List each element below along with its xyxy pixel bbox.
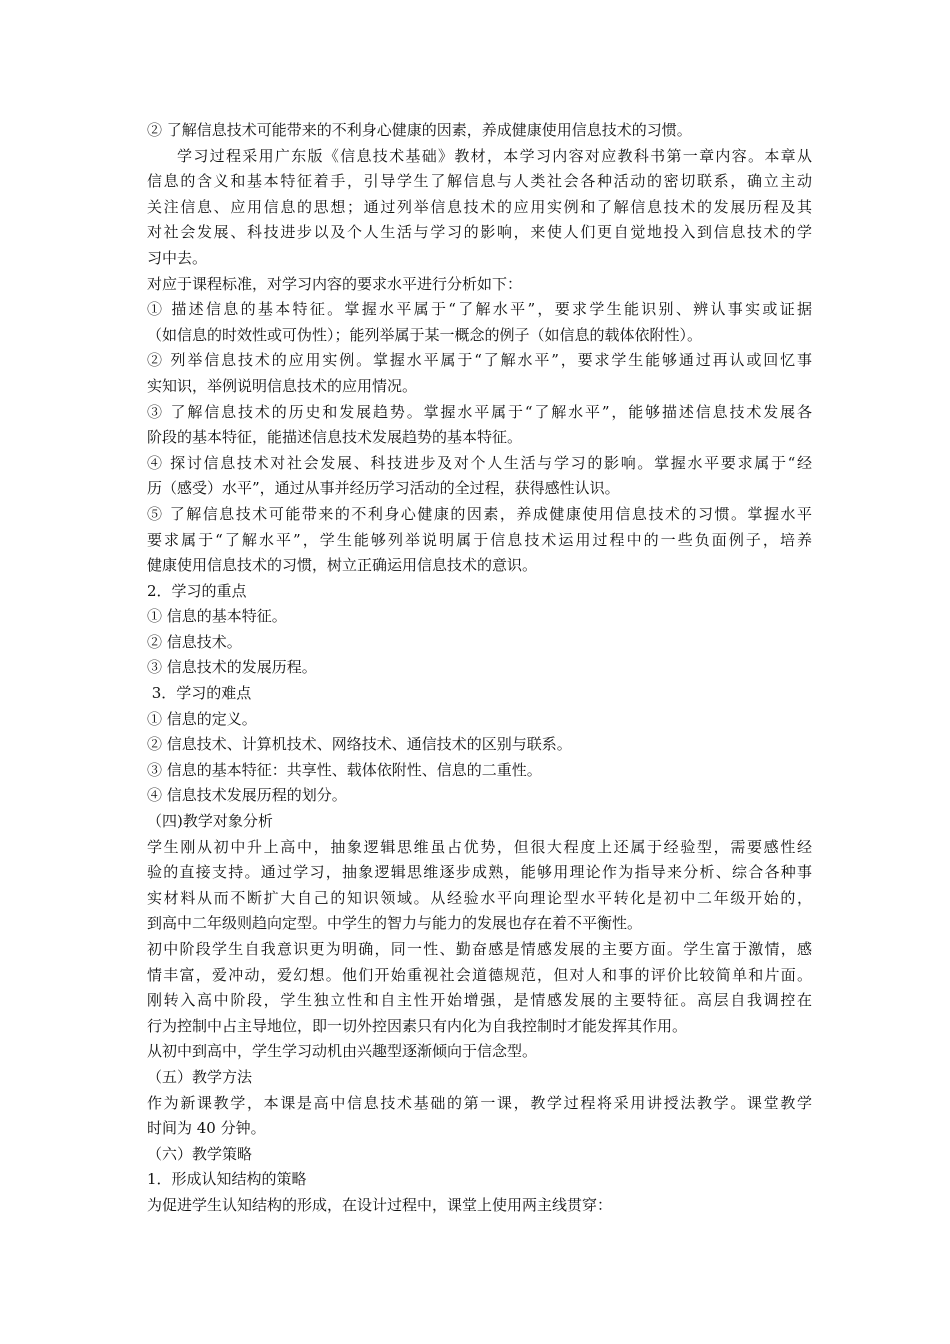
paragraph-line: 为促进学生认知结构的形成，在设计过程中，课堂上使用两主线贯穿： xyxy=(147,1195,613,1214)
paragraph-line: 对社会发展、科技进步以及个人生活与学习的影响，来使人们更自觉地投入到信息技术的学 xyxy=(147,223,812,242)
list-item-line: 要求属于“了解水平”，学生能够列举说明属于信息技术运用过程中的一些负面例子，培养 xyxy=(147,530,812,549)
list-item-line: ① 描述信息的基本特征。掌握水平属于“了解水平”，要求学生能识别、辨认事实或证据 xyxy=(147,300,812,319)
section-heading: 3．学习的难点 xyxy=(147,684,252,703)
paragraph-line: 初中阶段学生自我意识更为明确，同一性、勤奋感是情感发展的主要方面。学生富于激情，感 xyxy=(147,940,812,958)
document-page xyxy=(147,118,812,1219)
list-item-line: ③ 信息技术的发展历程。 xyxy=(147,658,317,677)
list-item-line: 实知识，举例说明信息技术的应用情况。 xyxy=(147,376,418,395)
list-item-line: ① 信息的基本特征。 xyxy=(147,607,287,626)
list-item-line: ③ 信息的基本特征：共享性、载体依附性、信息的二重性。 xyxy=(147,760,542,779)
list-item-line: ④ 信息技术发展历程的划分。 xyxy=(147,786,347,805)
subsection-heading: 1．形成认知结构的策略 xyxy=(147,1170,307,1189)
paragraph-line: 行为控制中占主导地位，即一切外控因素只有内化为自我控制时才能发挥其作用。 xyxy=(147,1016,688,1035)
section-heading: （六）教学策略 xyxy=(147,1144,253,1163)
section-heading: （四)教学对象分析 xyxy=(147,812,273,831)
paragraph-line: 实材料从而不断扩大自己的知识领域。从经验水平向理论型水平转化是初中二年级开始的， xyxy=(147,888,812,907)
list-item-line: ① 信息的定义。 xyxy=(147,709,257,728)
list-item-line: 历（感受）水平”，通过从事并经历学习活动的全过程，获得感性认识。 xyxy=(147,479,620,498)
text-line: 对应于课程标准，对学习内容的要求水平进行分析如下： xyxy=(147,274,523,293)
section-heading: （五）教学方法 xyxy=(147,1067,253,1086)
paragraph-line: 时间为 40 分钟。 xyxy=(147,1119,266,1138)
list-item-line: （如信息的时效性或可伪性）；能列举属于某一概念的例子（如信息的载体依附性）。 xyxy=(147,325,703,344)
list-item-line: 健康使用信息技术的习惯，树立正确运用信息技术的意识。 xyxy=(147,556,538,575)
paragraph-line: 刚转入高中阶段，学生独立性和自主性开始增强，是情感发展的主要特征。高层自我调控在 xyxy=(147,991,812,1010)
paragraph-line: 从初中到高中，学生学习动机由兴趣型逐渐倾向于信念型。 xyxy=(147,1042,538,1061)
list-item-line: ④ 探讨信息技术对社会发展、科技进步及对个人生活与学习的影响。掌握水平要求属于“经 xyxy=(147,453,812,472)
paragraph-line: 关注信息、应用信息的思想；通过列举信息技术的应用实例和了解信息技术的发展历程及其 xyxy=(147,197,812,216)
list-item-line: ③ 了解信息技术的历史和发展趋势。掌握水平属于“了解水平”，能够描述信息技术发展各 xyxy=(147,402,812,421)
list-item-line: ⑤ 了解信息技术可能带来的不利身心健康的因素，养成健康使用信息技术的习惯。掌握水平 xyxy=(147,504,812,523)
paragraph-line: 习中去。 xyxy=(147,248,208,267)
paragraph-line: 到高中二年级则趋向定型。中学生的智力与能力的发展也存在着不平衡性。 xyxy=(147,914,643,933)
paragraph-line: 验的直接支持。通过学习，抽象逻辑思维逐步成熟，能够用理论作为指导来分析、综合各种事 xyxy=(147,863,812,882)
section-heading: 2．学习的重点 xyxy=(147,581,247,600)
paragraph-line: 情丰富，爱冲动，爱幻想。他们开始重视社会道德规范，但对人和事的评价比较简单和片面。 xyxy=(147,965,812,984)
paragraph-line: 信息的含义和基本特征着手，引导学生了解信息与人类社会各种活动的密切联系，确立主动 xyxy=(147,172,812,191)
paragraph-line: 作为新课教学，本课是高中信息技术基础的第一课，教学过程将采用讲授法教学。课堂教学 xyxy=(147,1093,812,1112)
list-item-line: ② 信息技术。 xyxy=(147,632,242,651)
list-item-line: 阶段的基本特征，能描述信息技术发展趋势的基本特征。 xyxy=(147,428,523,447)
paragraph-line: 学生刚从初中升上高中，抽象逻辑思维虽占优势，但很大程度上还属于经验型，需要感性经 xyxy=(147,837,812,856)
text-line: ② 了解信息技术可能带来的不利身心健康的因素，养成健康使用信息技术的习惯。 xyxy=(147,121,692,139)
list-item-line: ② 列举信息技术的应用实例。掌握水平属于“了解水平”，要求学生能够通过再认或回忆事 xyxy=(147,351,812,370)
paragraph-line: 学习过程采用广东版《信息技术基础》教材，本学习内容对应教科书第一章内容。本章从 xyxy=(177,146,812,165)
list-item-line: ② 信息技术、计算机技术、网络技术、通信技术的区别与联系。 xyxy=(147,735,572,754)
